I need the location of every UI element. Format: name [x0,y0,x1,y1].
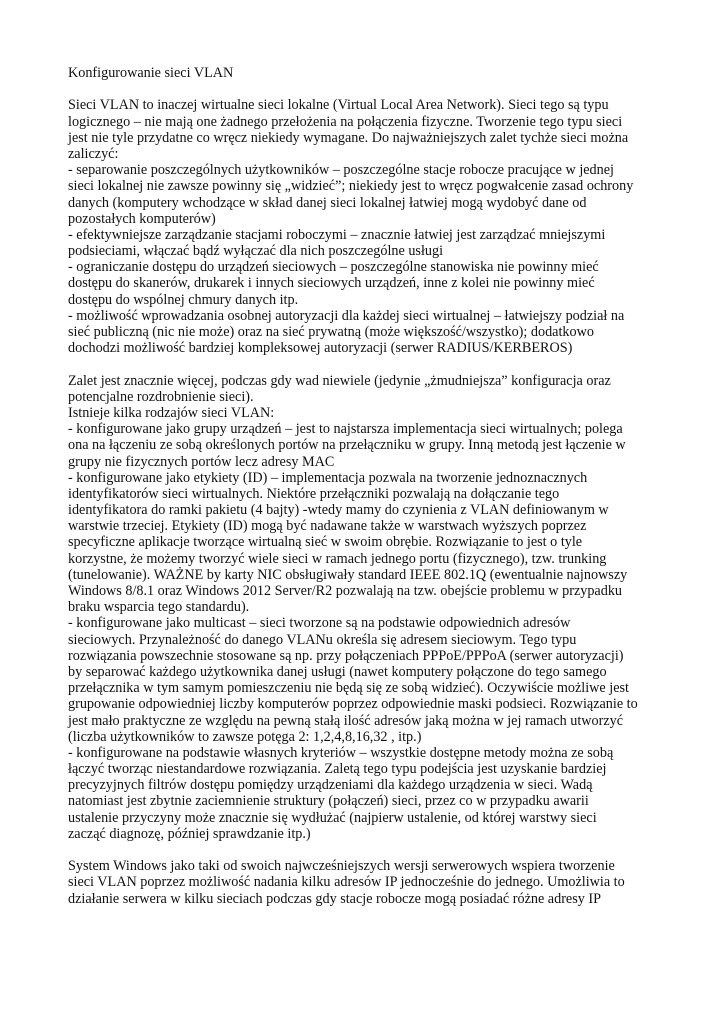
document-page [68,65,660,907]
text-line: potencjalne rozdrobnienie sieci). [68,388,254,405]
text-line: by separować każdego użytkownika danej usługi (nawet komputery połączone do tego samego [68,663,607,680]
text-line: sieciowych. Przynależność do danego VLANu określa się adresem sieciowym. Tego typu [68,631,577,648]
text-line: łączyć tworząc niestandardowe rozwiązania. Zaletą tego typu podejścia jest uzyskanie bardziej [68,761,607,778]
text-line: pozostałych komputerów) [68,210,216,227]
text-line: zaliczyć: [68,145,119,162]
text-line: natomiast jest zbytnie zaciemnienie struktury (połączeń) sieci, przez co w przypadku awarii [68,793,589,810]
text-line: - konfigurowane jako grupy urządzeń – jest to najstarsza implementacja sieci wirtualnych; polega [68,421,623,438]
document-title: Konfigurowanie sieci VLAN [68,65,234,81]
text-line: (tunelowanie). WAŻNE by karty NIC obsługiwały standard IEEE 802.1Q (ewentualnie najnowszy [68,566,628,583]
text-line: Istnieje kilka rodzajów sieci VLAN: [68,404,275,421]
text-line: - ograniczanie dostępu do urządzeń sieciowych – poszczególne stanowiska nie powinny mieć [68,259,599,276]
text-line: Zalet jest znacznie więcej, podczas gdy wad niewiele (jedynie „żmudniejsza” konfiguracja oraz [68,372,611,389]
text-line: - konfigurowane jako multicast – sieci tworzone są na podstawie odpowiednich adresów [68,615,571,632]
text-line: - separowanie poszczególnych użytkowników – poszczególne stacje robocze pracujące w jednej [68,162,614,179]
text-line: - możliwość wprowadzania osobnej autoryzacji dla każdej sieci wirtualnej – łatwiejszy podział na [68,307,625,324]
text-line: identyfikatora do ramki pakietu (4 bajty) -wtedy mamy do czynienia z VLAN definiowanym w [68,502,609,519]
document-body [68,97,660,906]
text-line: Sieci VLAN to inaczej wirtualne sieci lokalne (Virtual Local Area Network). Sieci tego są typu [68,97,609,114]
paragraph [68,97,660,356]
text-line: dostępu do wspólnej chmury danych itp. [68,291,299,308]
text-line: podsieciami, włączać bądź wyłączać dla nich poszczególne usługi [68,243,444,260]
text-line: grupy nie fizycznych portów lecz adresy MAC [68,453,335,470]
text-line: sieci lokalnej nie zawsze powinny się „widzieć”; niekiedy jest to wręcz pogwałcenie zasad ochrony [68,178,634,195]
text-line: jest nie tyle przydatne co wręcz niekiedy wymagane. Do najważniejszych zalet tychże sieci można [68,129,629,146]
text-line: precyzyjnych filtrów dostępu pomiędzy urządzeniami dla każdego urządzenia w sieci. Wadą [68,777,593,794]
text-line: sieć publiczną (nic nie może) oraz na sieć prywatną (może większość/wszystko); dodatkowo [68,324,594,340]
paragraph [68,858,660,907]
text-line: grupowanie odpowiedniej liczby komputerów poprzez odpowiednie maski podsieci. Rozwiązanie to [68,696,638,713]
paragraph-gap [68,356,660,372]
text-line: specyficzne aplikacje tworzące wirtualną sieć w swoim obrębie. Rozwiązanie to jest o tyle [68,534,583,551]
text-line: danych (komputery wchodzące w skład danej sieci lokalnej łatwiej mogą wydobyć dane od [68,194,587,211]
text-line: - konfigurowane na podstawie własnych kryteriów – wszystkie dostępne metody można ze sobą [68,744,614,761]
text-line: ustalenie przyczyny może znacznie się wydłużać (najpierw ustalenie, od której warstwy sieci [68,809,597,826]
text-line: dostępu do skanerów, drukarek i innych sieciowych urządzeń, inne z kolei nie powinny mieć [68,275,595,292]
paragraph-gap [68,842,660,858]
text-line: sieci VLAN poprzez możliwość nadania kilku adresów IP jednocześnie do jednego. Umożliwia to [68,874,625,891]
text-line: - konfigurowane jako etykiety (ID) – implementacja pozwala na tworzenie jednoznacznych [68,469,588,486]
text-line: dochodzi możliwość bardziej kompleksowej autoryzacji (serwer RADIUS/KERBEROS) [68,340,573,357]
text-line: - efektywniejsze zarządzanie stacjami roboczymi – znacznie łatwiej jest zarządzać mniejszymi [68,226,606,243]
text-line: System Windows jako taki od swoich najwcześniejszych wersji serwerowych wspiera tworzenie [68,858,615,875]
text-line: Windows 8/8.1 oraz Windows 2012 Server/R2 pozwalają na tzw. obejście problemu w przypadku [68,583,623,599]
paragraph [68,373,660,842]
text-line: ona na łączeniu ze sobą określonych portów na przełączniku w grupy. Inną metodą jest łączenie w [68,437,626,454]
text-line: identyfikatorów sieci wirtualnych. Niektóre przełączniki pozwalają na dołączanie tego [68,485,560,502]
text-line: braku wsparcia tego standardu). [68,599,250,616]
text-line: (liczba użytkowników to zawsze potęga 2: 1,2,4,8,16,32 , itp.) [68,728,422,745]
text-line: logicznego – nie mają one żadnego przełożenia na połączenia fizyczne. Tworzenie tego typu sieci [68,113,623,130]
text-line: jest mało praktyczne ze względu na pewną stałą ilość adresów jaką można w jej ramach utworzyć [68,712,624,729]
text-line: zacząć diagnozę, później sprawdzanie itp.) [68,825,311,842]
paragraph-gap [68,81,660,97]
text-line: rozwiązania powszechnie stosowane są np. przy połączeniach PPPoE/PPPoA (serwer autoryzacji) [68,647,624,664]
text-line: korzystne, że możemy tworzyć wiele sieci w ramach jednego portu (fizycznego), tzw. trunking [68,550,607,567]
text-line: działanie serwera w kilku sieciach podczas gdy stacje robocze mogą posiadać różne adresy IP [68,890,601,907]
text-line: przełącznika w tym samym pomieszczeniu nie będą się ze sobą widzieć). Oczywiście możliwe jest [68,680,629,697]
text-line: warstwie trzeciej. Etykiety (ID) mogą być nadawane także w warstwach wyższych poprzez [68,518,587,535]
